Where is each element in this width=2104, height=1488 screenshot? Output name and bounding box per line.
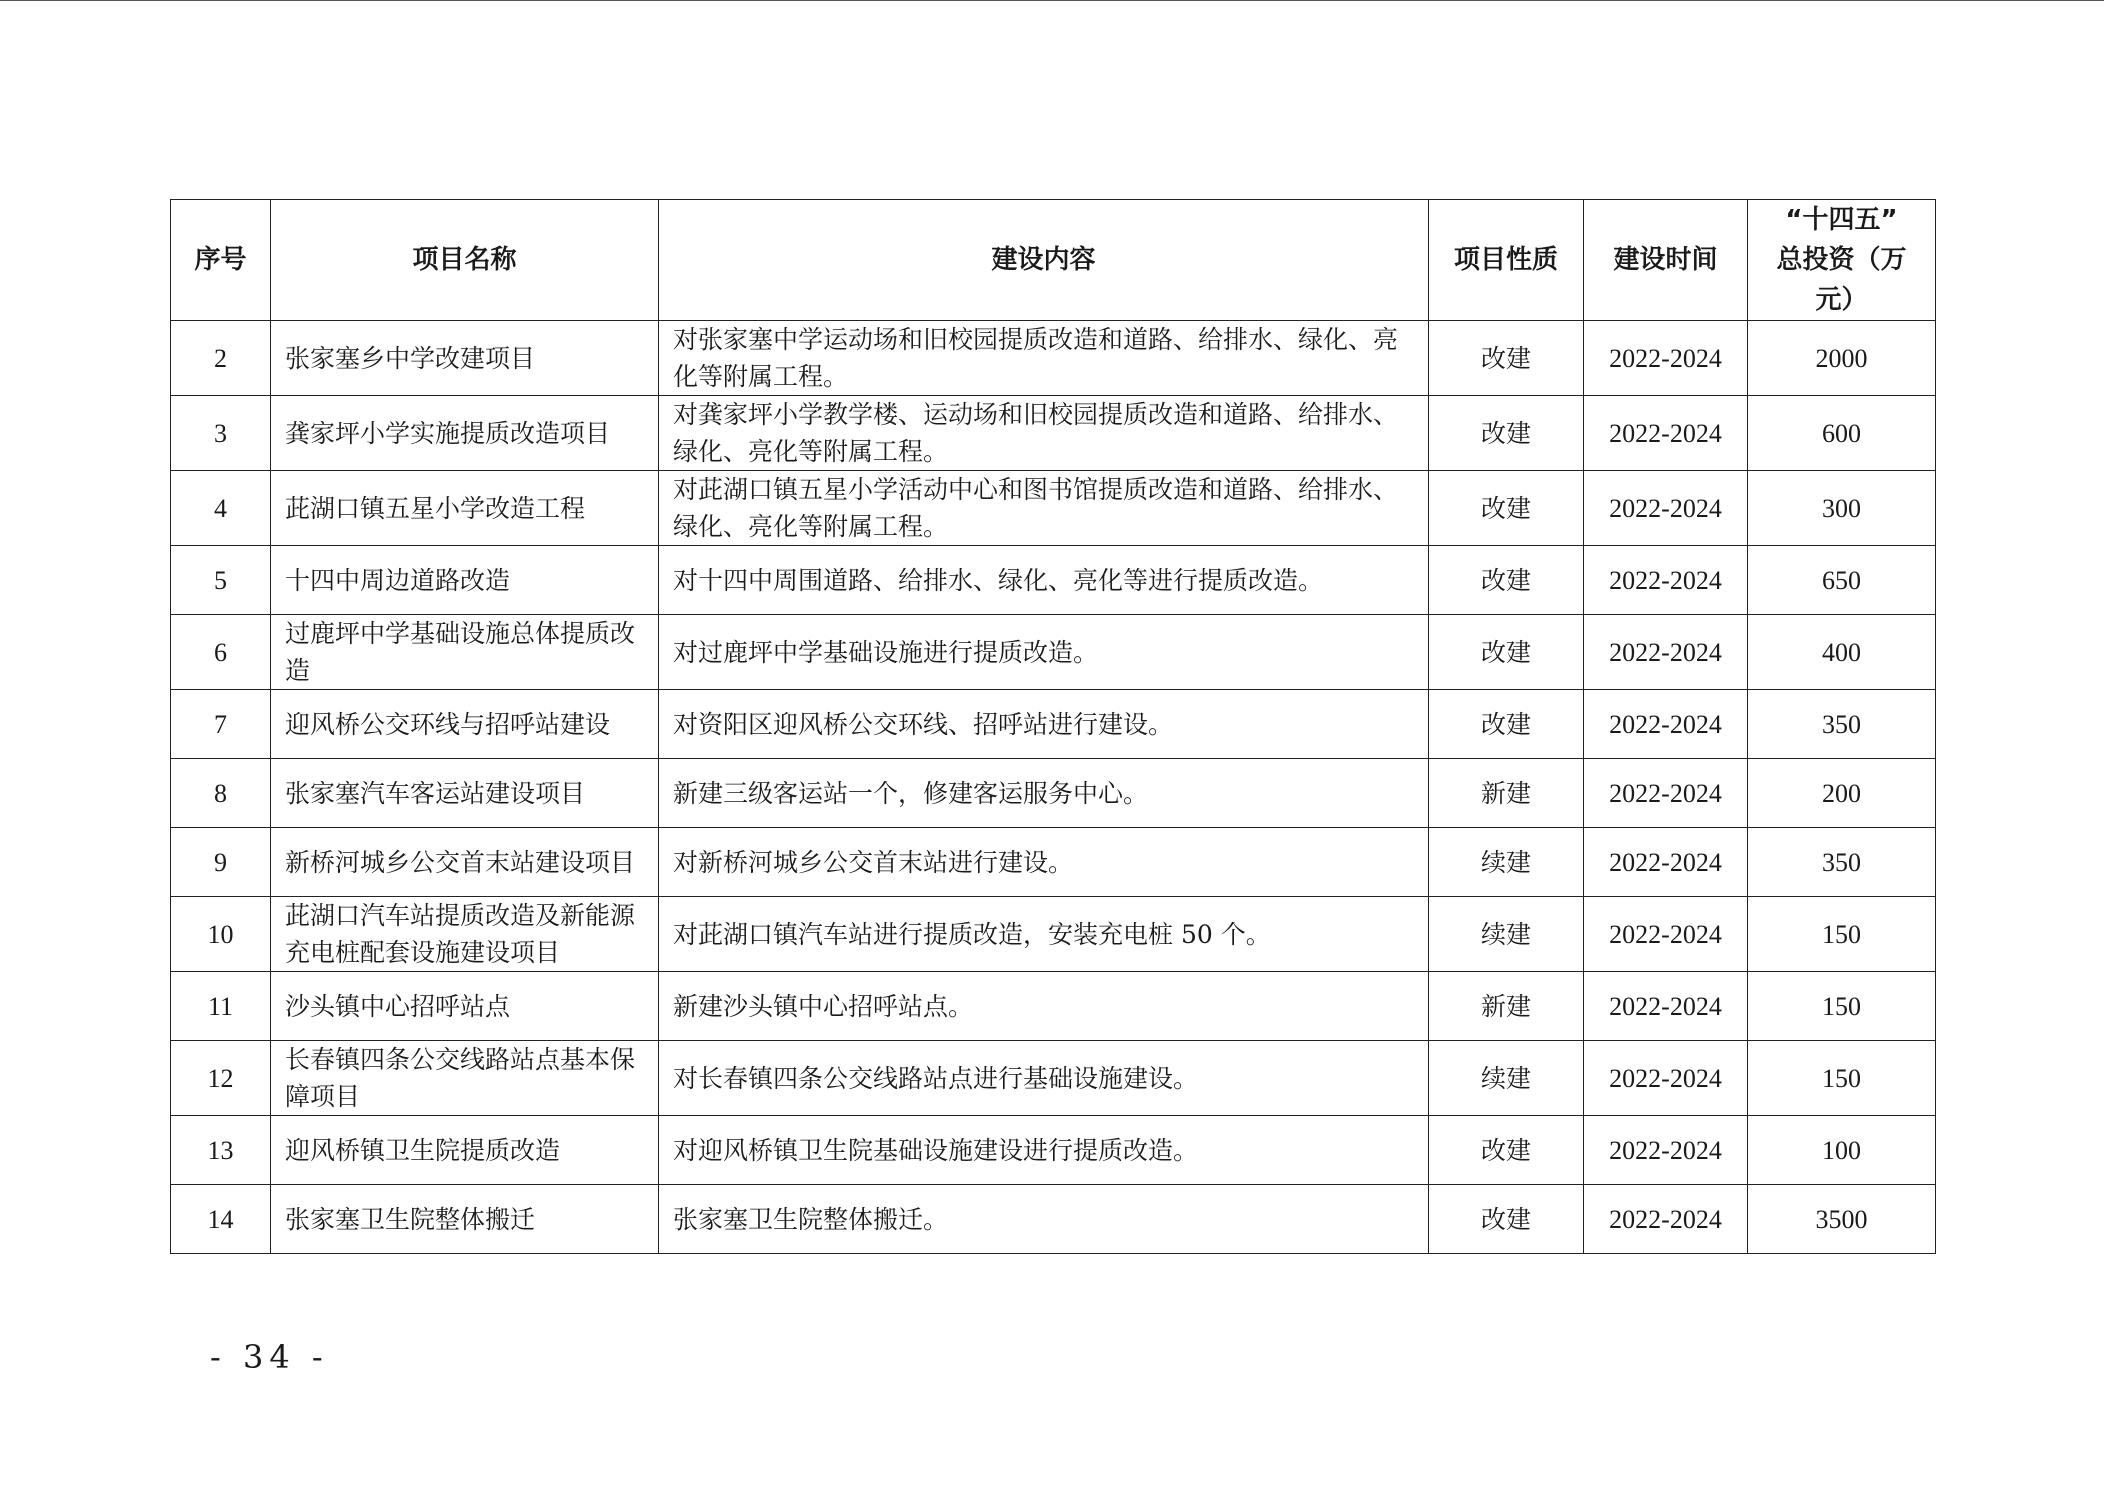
cell-name: 张家塞汽车客运站建设项目	[271, 759, 659, 828]
cell-name: 茈湖口镇五星小学改造工程	[271, 471, 659, 546]
table-row	[171, 321, 1936, 396]
header-seq: 序号	[171, 200, 271, 321]
cell-seq: 11	[171, 972, 271, 1041]
cell-name: 龚家坪小学实施提质改造项目	[271, 396, 659, 471]
cell-seq: 6	[171, 615, 271, 690]
header-time: 建设时间	[1584, 200, 1748, 321]
table-row	[171, 546, 1936, 615]
table-row	[171, 615, 1936, 690]
cell-invest: 2000	[1748, 321, 1936, 396]
cell-content: 新建三级客运站一个，修建客运服务中心。	[659, 759, 1429, 828]
cell-time: 2022-2024	[1584, 396, 1748, 471]
cell-nature: 改建	[1429, 546, 1584, 615]
header-content: 建设内容	[659, 200, 1429, 321]
table-row	[171, 828, 1936, 897]
cell-invest: 300	[1748, 471, 1936, 546]
cell-invest: 350	[1748, 690, 1936, 759]
table-row	[171, 1116, 1936, 1185]
cell-content: 新建沙头镇中心招呼站点。	[659, 972, 1429, 1041]
cell-seq: 8	[171, 759, 271, 828]
cell-nature: 续建	[1429, 897, 1584, 972]
cell-name: 沙头镇中心招呼站点	[271, 972, 659, 1041]
cell-invest: 650	[1748, 546, 1936, 615]
cell-invest: 400	[1748, 615, 1936, 690]
project-table	[170, 199, 1936, 1254]
cell-nature: 改建	[1429, 321, 1584, 396]
cell-content: 对十四中周围道路、给排水、绿化、亮化等进行提质改造。	[659, 546, 1429, 615]
cell-content: 张家塞卫生院整体搬迁。	[659, 1185, 1429, 1254]
table-row	[171, 1041, 1936, 1116]
cell-time: 2022-2024	[1584, 1185, 1748, 1254]
table-row	[171, 690, 1936, 759]
cell-seq: 5	[171, 546, 271, 615]
page-number: - 34 -	[210, 1338, 329, 1376]
table-row	[171, 972, 1936, 1041]
table-row	[171, 396, 1936, 471]
cell-seq: 10	[171, 897, 271, 972]
cell-name: 迎风桥镇卫生院提质改造	[271, 1116, 659, 1185]
cell-seq: 7	[171, 690, 271, 759]
cell-nature: 改建	[1429, 1185, 1584, 1254]
cell-nature: 改建	[1429, 471, 1584, 546]
cell-invest: 600	[1748, 396, 1936, 471]
cell-content: 对茈湖口镇汽车站进行提质改造，安装充电桩 50 个。	[659, 897, 1429, 972]
cell-name: 新桥河城乡公交首末站建设项目	[271, 828, 659, 897]
cell-content: 对茈湖口镇五星小学活动中心和图书馆提质改造和道路、给排水、绿化、亮化等附属工程。	[659, 471, 1429, 546]
cell-content: 对过鹿坪中学基础设施进行提质改造。	[659, 615, 1429, 690]
cell-invest: 200	[1748, 759, 1936, 828]
cell-time: 2022-2024	[1584, 615, 1748, 690]
cell-time: 2022-2024	[1584, 759, 1748, 828]
header-nature: 项目性质	[1429, 200, 1584, 321]
cell-nature: 改建	[1429, 690, 1584, 759]
cell-time: 2022-2024	[1584, 546, 1748, 615]
cell-name: 长春镇四条公交线路站点基本保障项目	[271, 1041, 659, 1116]
table-row	[171, 897, 1936, 972]
cell-name: 迎风桥公交环线与招呼站建设	[271, 690, 659, 759]
cell-nature: 改建	[1429, 615, 1584, 690]
cell-invest: 100	[1748, 1116, 1936, 1185]
cell-name: 十四中周边道路改造	[271, 546, 659, 615]
top-border-line	[0, 0, 2104, 1]
cell-seq: 3	[171, 396, 271, 471]
cell-nature: 新建	[1429, 759, 1584, 828]
header-invest-line1: “十四五”	[1785, 205, 1898, 235]
cell-nature: 改建	[1429, 396, 1584, 471]
cell-name: 过鹿坪中学基础设施总体提质改造	[271, 615, 659, 690]
cell-time: 2022-2024	[1584, 321, 1748, 396]
cell-time: 2022-2024	[1584, 828, 1748, 897]
cell-seq: 12	[171, 1041, 271, 1116]
table-row	[171, 759, 1936, 828]
table-row	[171, 471, 1936, 546]
cell-time: 2022-2024	[1584, 1041, 1748, 1116]
cell-seq: 9	[171, 828, 271, 897]
cell-invest: 350	[1748, 828, 1936, 897]
cell-nature: 改建	[1429, 1116, 1584, 1185]
header-name: 项目名称	[271, 200, 659, 321]
cell-time: 2022-2024	[1584, 972, 1748, 1041]
cell-content: 对龚家坪小学教学楼、运动场和旧校园提质改造和道路、给排水、绿化、亮化等附属工程。	[659, 396, 1429, 471]
cell-time: 2022-2024	[1584, 1116, 1748, 1185]
header-invest-line2: 总投资（万元）	[1776, 245, 1907, 315]
table-row	[171, 1185, 1936, 1254]
cell-invest: 3500	[1748, 1185, 1936, 1254]
cell-name: 张家塞卫生院整体搬迁	[271, 1185, 659, 1254]
cell-name: 茈湖口汽车站提质改造及新能源充电桩配套设施建设项目	[271, 897, 659, 972]
cell-seq: 2	[171, 321, 271, 396]
cell-content: 对迎风桥镇卫生院基础设施建设进行提质改造。	[659, 1116, 1429, 1185]
cell-seq: 4	[171, 471, 271, 546]
cell-content: 对资阳区迎风桥公交环线、招呼站进行建设。	[659, 690, 1429, 759]
cell-seq: 14	[171, 1185, 271, 1254]
cell-invest: 150	[1748, 897, 1936, 972]
cell-time: 2022-2024	[1584, 897, 1748, 972]
cell-content: 对张家塞中学运动场和旧校园提质改造和道路、给排水、绿化、亮化等附属工程。	[659, 321, 1429, 396]
cell-invest: 150	[1748, 1041, 1936, 1116]
header-invest	[1748, 200, 1936, 321]
cell-content: 对新桥河城乡公交首末站进行建设。	[659, 828, 1429, 897]
cell-nature: 新建	[1429, 972, 1584, 1041]
cell-nature: 续建	[1429, 1041, 1584, 1116]
cell-invest: 150	[1748, 972, 1936, 1041]
cell-nature: 续建	[1429, 828, 1584, 897]
table-header-row	[171, 200, 1936, 321]
cell-time: 2022-2024	[1584, 690, 1748, 759]
cell-seq: 13	[171, 1116, 271, 1185]
cell-content: 对长春镇四条公交线路站点进行基础设施建设。	[659, 1041, 1429, 1116]
cell-name: 张家塞乡中学改建项目	[271, 321, 659, 396]
cell-time: 2022-2024	[1584, 471, 1748, 546]
